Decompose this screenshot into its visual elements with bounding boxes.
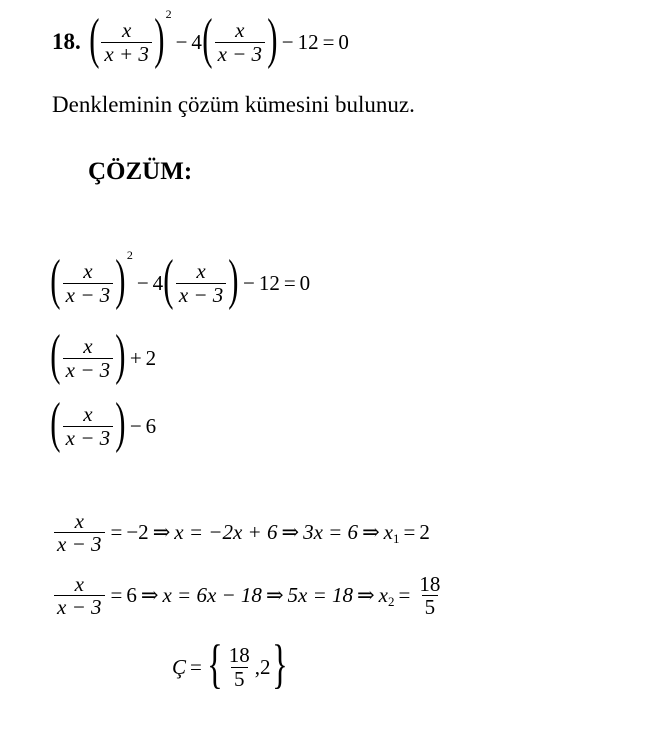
problem-equation: 18. ( $\frac{x}{x + 3}$ ) 2 − 4 ( $\frac{x}{x - 3}$ ) − 12 = 0 bbox=[52, 6, 349, 70]
fraction: $\frac{x}{x - 3}$ bbox=[63, 260, 114, 305]
left-brace: { bbox=[207, 634, 223, 694]
fraction: $\frac{x}{x - 3}$ bbox=[215, 19, 266, 64]
fraction: $\frac{18}{5}$ bbox=[228, 643, 250, 691]
root-1-derivation: $\frac{x}{x - 3}$ = −2 ⇒ x = −2x + 6 ⇒ 3x = 6 ⇒ x 1 = 2 bbox=[52, 510, 430, 555]
fraction: $\frac{x}{x - 3}$ bbox=[54, 573, 105, 618]
fraction: $\frac{x}{x - 3}$ bbox=[63, 335, 114, 380]
fraction: $\frac{x}{x - 3}$ bbox=[54, 510, 105, 555]
factor-2: ( $\frac{x}{x - 3}$ ) − 6 bbox=[50, 392, 157, 454]
problem-instruction: Denkleminin çözüm kümesini bulunuz. bbox=[52, 92, 415, 117]
right-paren: ) bbox=[154, 8, 165, 70]
exponent: 2 bbox=[165, 6, 172, 21]
factor-1: ( $\frac{x}{x - 3}$ ) + 2 bbox=[50, 324, 157, 386]
solution-heading: ÇÖZÜM: bbox=[88, 158, 193, 185]
problem-number: 18. bbox=[52, 29, 81, 54]
solution-set: Ç = { $\frac{18}{5}$ , 2 } bbox=[172, 634, 288, 694]
fraction: $\frac{18}{5}$ bbox=[419, 572, 441, 620]
right-brace: } bbox=[271, 634, 288, 694]
root-2-derivation: $\frac{x}{x - 3}$ = 6 ⇒ x = 6x − 18 ⇒ 5x = 18 ⇒ x 2 = $\frac{18}{5}$ bbox=[52, 573, 445, 618]
solution-line-1: ( $\frac{x}{x - 3}$ ) 2 − 4 ( $\frac{x}{x - 3}$ ) − 12 = 0 bbox=[50, 247, 311, 311]
fraction: $\frac{x}{x - 3}$ bbox=[176, 260, 227, 305]
fraction: $\frac{x}{x + 3}$ bbox=[101, 19, 152, 64]
left-paren: ( bbox=[88, 8, 100, 70]
fraction: $\frac{x}{x - 3}$ bbox=[63, 403, 114, 448]
